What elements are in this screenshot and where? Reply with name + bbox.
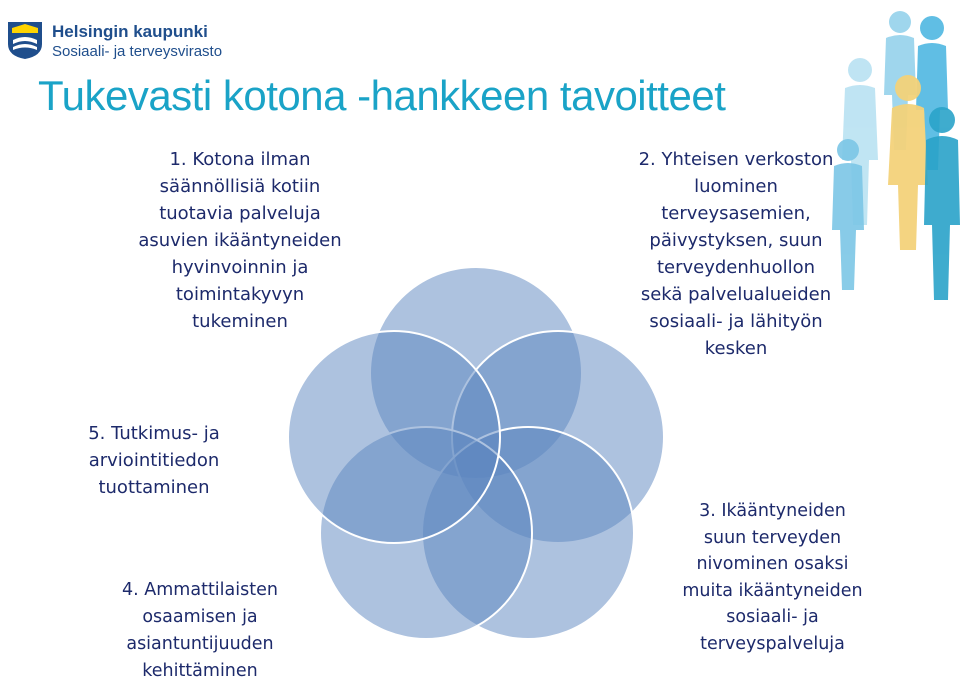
goal-5-text: 5. Tutkimus- ja arviointitiedon tuottaminen — [88, 423, 220, 498]
city-crest-icon — [6, 20, 44, 60]
page-title: Tukevasti kotona -hankkeen tavoitteet — [38, 72, 726, 119]
goal-3-text: 3. Ikääntyneiden suun terveyden nivominen osaksi muita ikääntyneiden sosiaali- ja terveyspalveluja — [682, 501, 863, 654]
goal-4-text: 4. Ammattilaisten osaamisen ja asiantuntijuuden kehittäminen — [122, 580, 278, 681]
logo — [6, 20, 236, 66]
goal-1-text: 1. Kotona ilman säännöllisiä kotiin tuotavia palveluja asuvien ikääntyneiden hyvinvoinnin ja toimintakyvyn tukeminen — [138, 149, 342, 332]
org-name: Helsingin kaupunki — [52, 22, 208, 41]
org-unit: Sosiaali- ja terveysvirasto — [52, 43, 223, 60]
goal-2-text: 2. Yhteisen verkoston luominen terveysasemien, päivystyksen, suun terveydenhuollon sekä palvelualueiden sosiaali- ja lähityön kesken — [638, 149, 834, 359]
venn-circle-5 — [288, 331, 500, 543]
